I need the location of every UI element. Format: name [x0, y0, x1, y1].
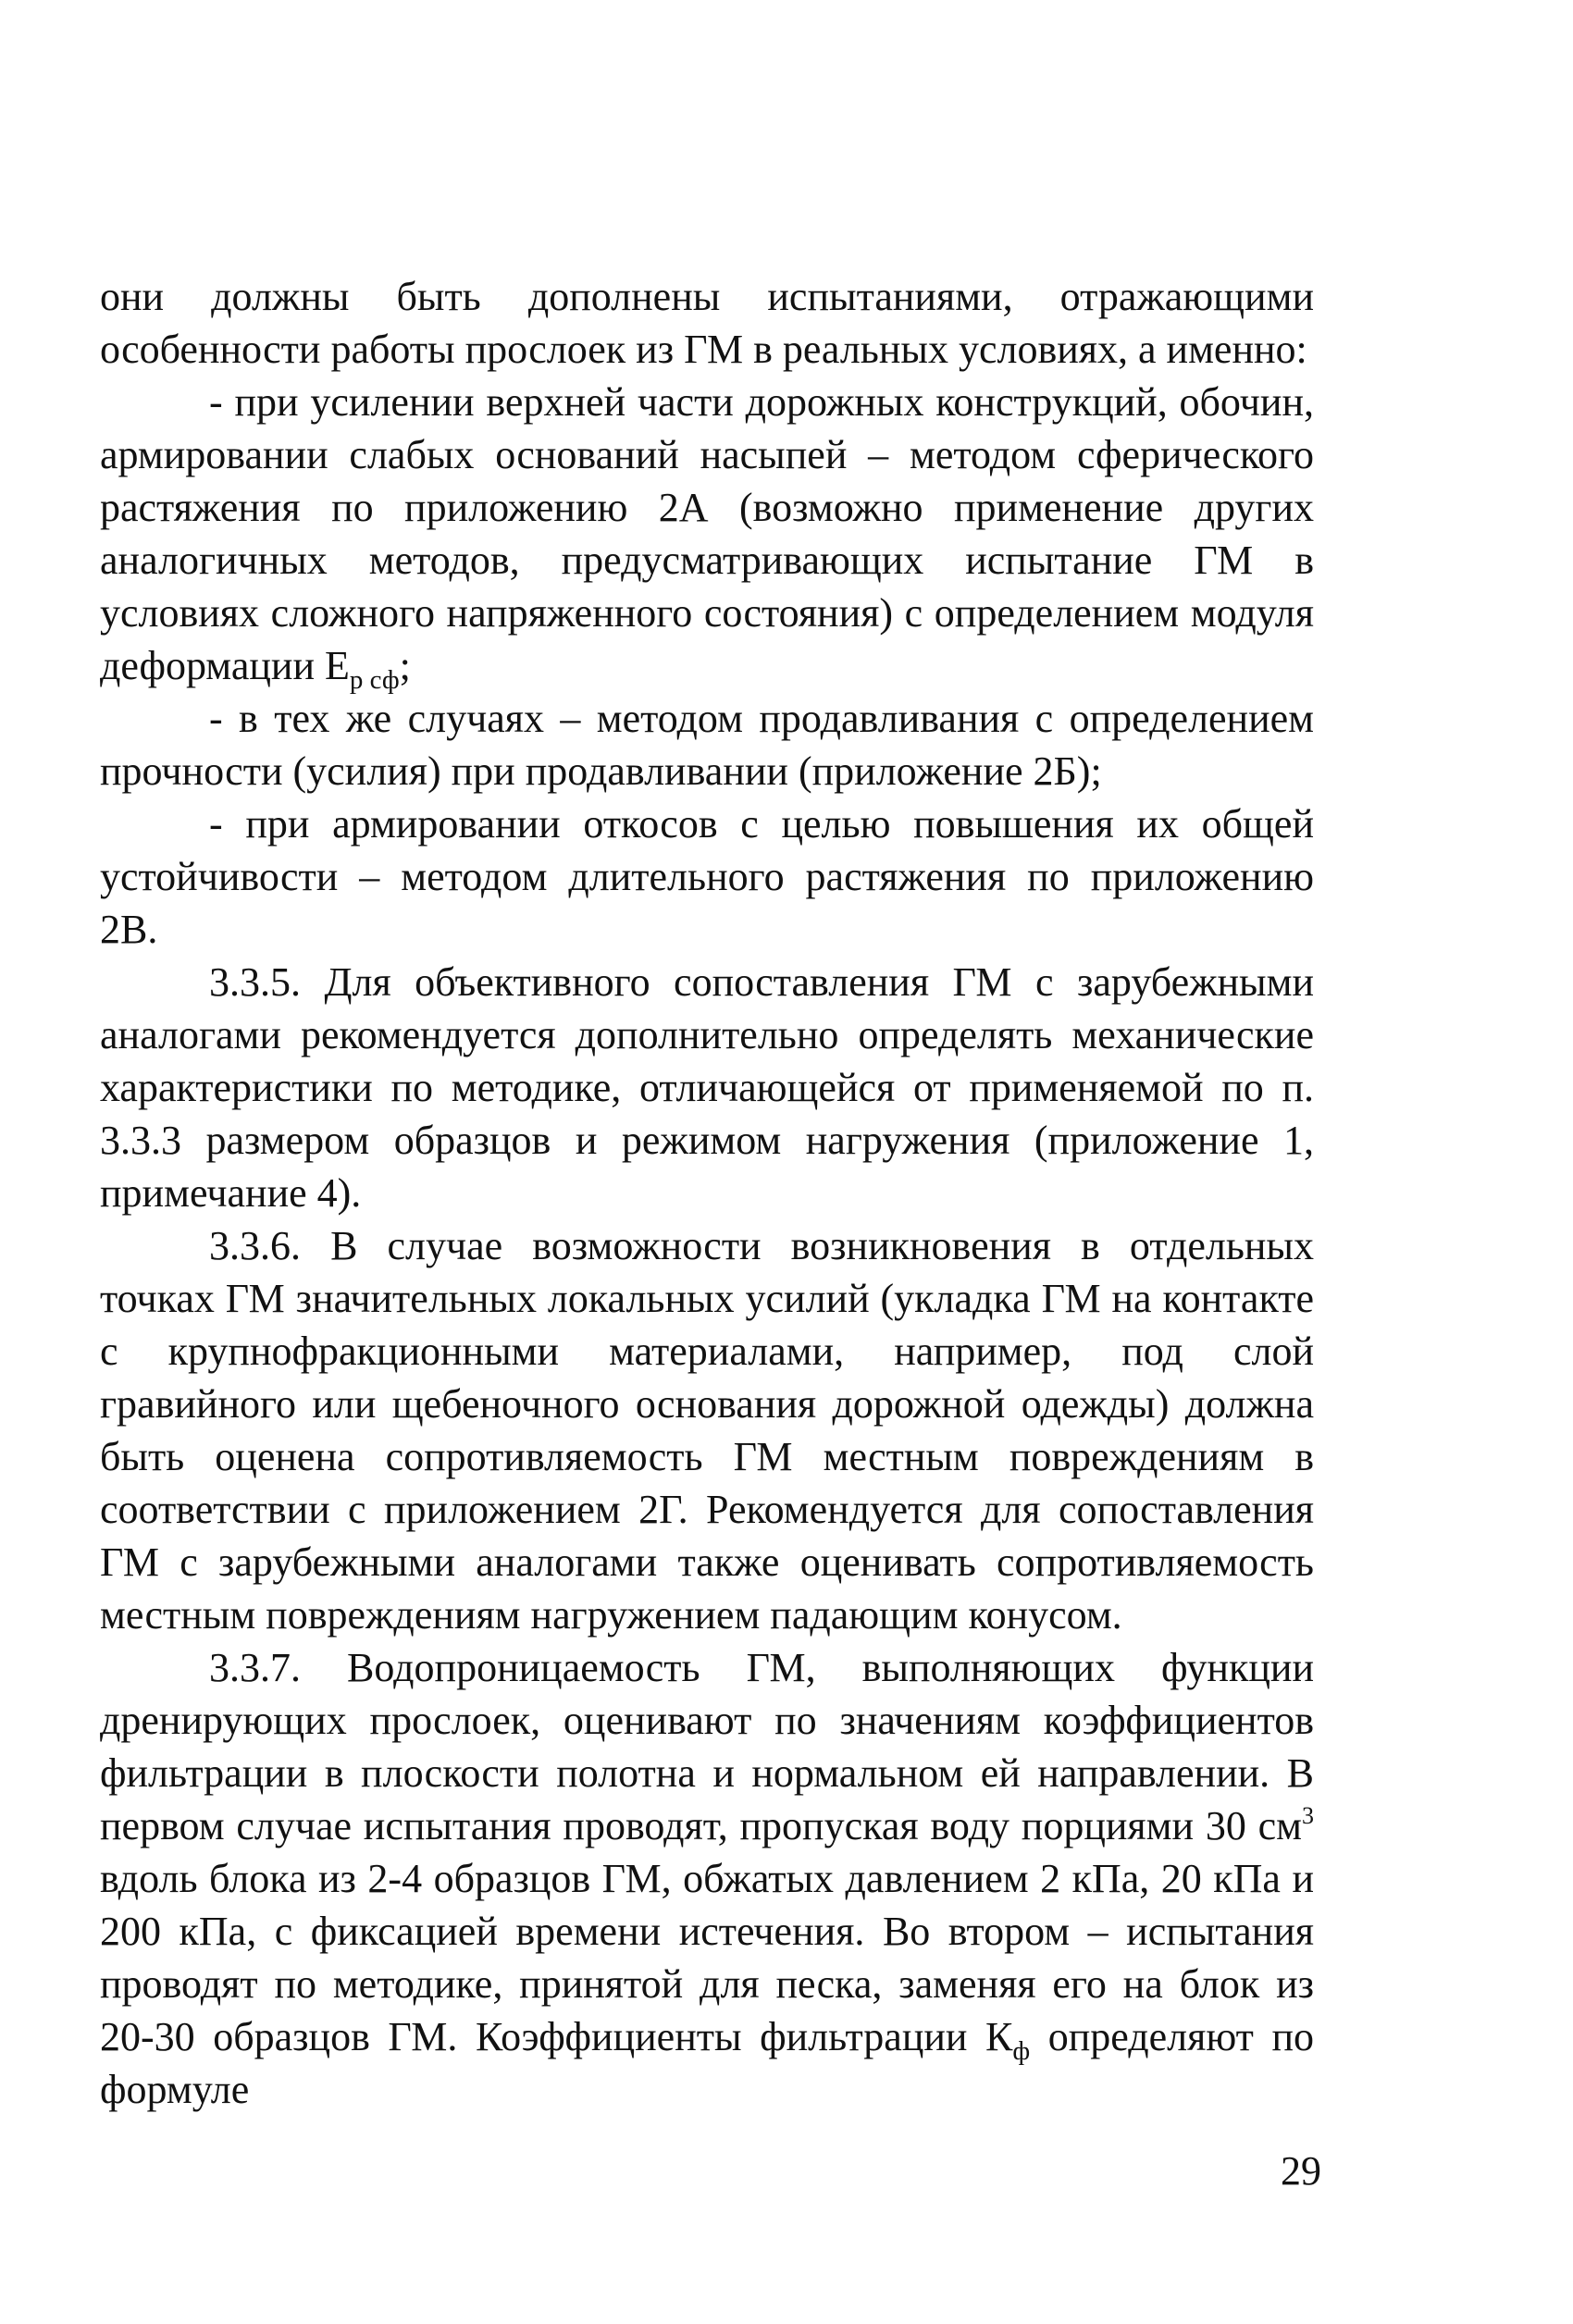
cubic-superscript: 3	[1302, 1802, 1314, 1829]
body-text	[100, 270, 1314, 2116]
paragraph-3-3-5: 3.3.5. Для объективного сопоставления ГМ с зарубежными аналогами рекомендуется дополнительно определять механические характеристики по методике, отличающейся от применяемой по п. 3.3.3 размером образцов и режимом нагружения (приложение 1, примечание 4).	[100, 959, 1314, 1216]
paragraph-intro: они должны быть дополнены испытаниями, отражающими особенности работы прослоек из ГМ в реальных условиях, а именно:	[100, 274, 1314, 372]
paragraph-item-punching: - в тех же случаях – методом продавливания с определением прочности (усилия) при продавливании (приложение 2Б);	[100, 696, 1314, 794]
paragraph-3-3-6: 3.3.6. В случае возможности возникновения в отдельных точках ГМ значительных локальных усилий (укладка ГМ на контакте с крупнофракционными материалами, например, под слой гравийного или щебеночного основания дорожной одежды) должна быть оценена сопротивляемость ГМ местным повреждениям в соответствии с приложением 2Г. Рекомендуется для сопоставления ГМ с зарубежными аналогами также оценивать сопротивляемость местным повреждениям нагружением падающим конусом.	[100, 1223, 1314, 1638]
filtration-subscript: ф	[1012, 2036, 1031, 2066]
item1-tail: ;	[399, 643, 411, 688]
p337-part3: определяют по формуле	[100, 2014, 1314, 2112]
p337-part2: вдоль блока из 2-4 образцов ГМ, обжатых давлением 2 кПа, 20 кПа и 200 кПа, с фиксацией времени истечения. Во втором – испытания проводят по методике, принятой для песка, заменяя его на блок из 20-30 образцов ГМ. Коэффициенты фильтрации К	[100, 1856, 1314, 2059]
paragraph-3-3-7	[100, 1641, 1314, 2116]
modulus-subscript: р сф	[349, 665, 400, 695]
paragraph-item-long-term-tension: - при армировании откосов с целью повышения их общей устойчивости – методом длительного растяжения по приложению 2В.	[100, 801, 1314, 952]
paragraph-item-spherical-tension	[100, 376, 1314, 695]
item1-text: - при усилении верхней части дорожных конструкций, обочин, армировании слабых оснований насыпей – методом сферического растяжения по приложению 2А (возможно применение других аналогичных методов, предусматривающих испытание ГМ в условиях сложного напряженного состояния) с определением модуля деформации Е	[100, 379, 1314, 688]
p337-part1: 3.3.7. Водопроницаемость ГМ, выполняющих функции дренирующих прослоек, оценивают по значениям коэффициентов фильтрации в плоскости полотна и нормальном ей направлении. В первом случае испытания проводят, пропуская воду порциями 30 см	[100, 1645, 1314, 1848]
page-number: 29	[1281, 2148, 1321, 2194]
